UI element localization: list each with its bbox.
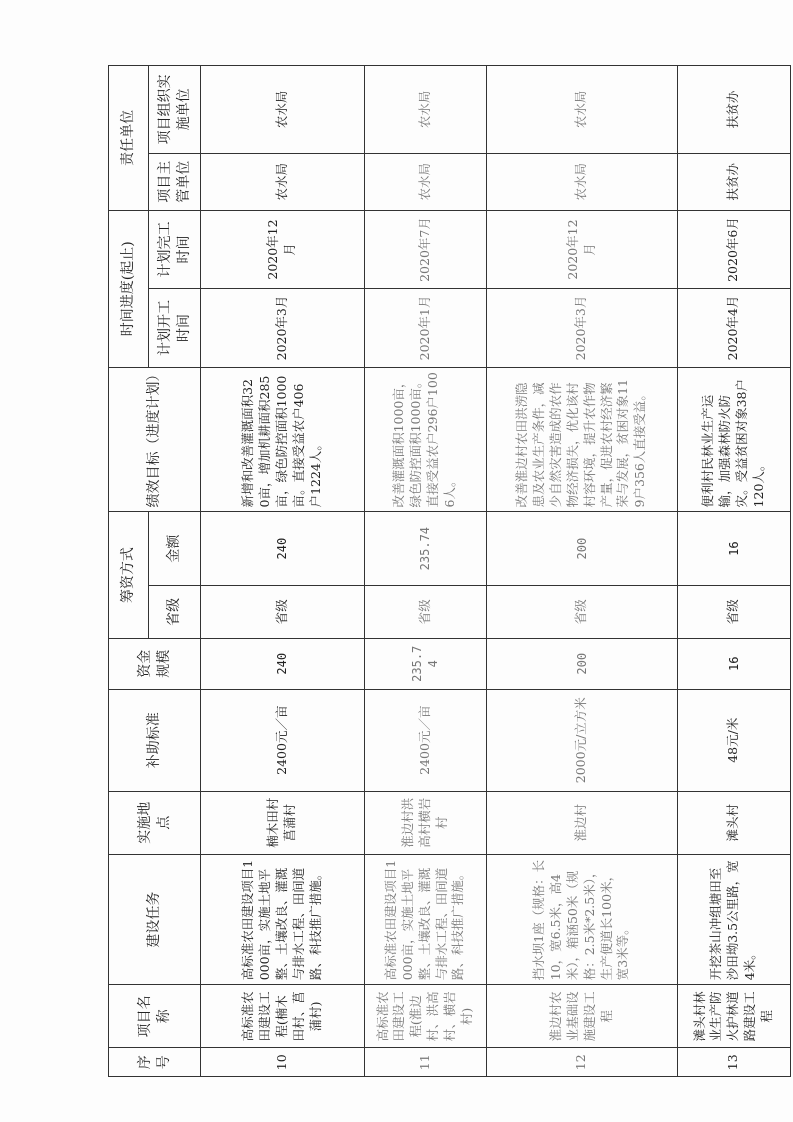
cell-amount: 240 bbox=[201, 512, 365, 585]
header-name: 项目名称 bbox=[109, 985, 201, 1048]
header-location: 实施地点 bbox=[109, 791, 201, 854]
cell-end: 2020年6月 bbox=[677, 210, 790, 288]
header-dept: 项目主管单位 bbox=[149, 153, 201, 210]
cell-level: 省级 bbox=[677, 585, 790, 638]
cell-amount: 200 bbox=[486, 512, 677, 585]
cell-org: 农水局 bbox=[201, 66, 365, 154]
cell-subsidy-standard: 2000元/立方米 bbox=[486, 689, 677, 791]
cell-level: 省级 bbox=[364, 585, 486, 638]
cell-level: 省级 bbox=[486, 585, 677, 638]
cell-start: 2020年3月 bbox=[201, 289, 365, 367]
cell-dept: 农水局 bbox=[486, 153, 677, 210]
cell-subsidy-standard: 2400元／亩 bbox=[201, 689, 365, 791]
header-end: 计划完工时间 bbox=[149, 210, 201, 288]
cell-amount: 235.74 bbox=[364, 512, 486, 585]
cell-subsidy-standard: 48元/米 bbox=[677, 689, 790, 791]
cell-level: 省级 bbox=[201, 585, 365, 638]
cell-scale: 16 bbox=[677, 638, 790, 689]
header-subsidy-standard: 补助标准 bbox=[109, 689, 201, 791]
cell-org: 农水局 bbox=[486, 66, 677, 154]
cell-start: 2020年3月 bbox=[486, 289, 677, 367]
cell-goal: 改善淮边村农田洪涝隐患及农业生产条件，减少自然灾害造成的农作物经济损失，优化该村村容环境，提升农作物产量，促进农村经济繁荣与发展，贫困对象119户356人直接受益。 bbox=[486, 367, 677, 512]
table-row bbox=[364, 66, 486, 1077]
cell-amount: 16 bbox=[677, 512, 790, 585]
cell-seq: 10 bbox=[201, 1048, 365, 1077]
cell-seq: 11 bbox=[364, 1048, 486, 1077]
rotated-table-wrapper bbox=[108, 65, 791, 1077]
cell-goal: 新增和改善灌溉面积320亩，增加机耕面积285亩，绿色防控面积1000亩。直接受益农户406户1224人。 bbox=[201, 367, 365, 512]
cell-goal: 改善灌溉面积1000亩，绿色防控面积1000亩。直接受益农户296户1006人。 bbox=[364, 367, 486, 512]
header-goal: 绩效目标（进度计划） bbox=[109, 367, 201, 512]
cell-task: 开挖茶山冲组塘田至沙田坳3.5公里路，宽4米。 bbox=[677, 854, 790, 984]
cell-task: 高标准农田建设项目1000亩，实施土地平整、土壤改良、灌溉与排水工程、田间道路、科技推广措施。 bbox=[201, 854, 365, 984]
header-start: 计划开工时间 bbox=[149, 289, 201, 367]
cell-location: 淮边村 bbox=[486, 791, 677, 854]
cell-location: 淮边村洪高村横岩村 bbox=[364, 791, 486, 854]
header-level: 省级 bbox=[149, 585, 201, 638]
cell-seq: 13 bbox=[677, 1048, 790, 1077]
cell-end: 2020年7月 bbox=[364, 210, 486, 288]
cell-start: 2020年1月 bbox=[364, 289, 486, 367]
cell-subsidy-standard: 2400元／亩 bbox=[364, 689, 486, 791]
cell-org: 农水局 bbox=[364, 66, 486, 154]
header-funding: 筹资方式 bbox=[109, 512, 149, 638]
header-task: 建设任务 bbox=[109, 854, 201, 984]
header-seq: 序号 bbox=[109, 1048, 201, 1077]
project-table bbox=[108, 65, 791, 1077]
cell-location: 楠木田村菖蒲村 bbox=[201, 791, 365, 854]
header-org: 项目组织实施单位 bbox=[149, 66, 201, 154]
cell-seq: 12 bbox=[486, 1048, 677, 1077]
cell-dept: 扶贫办 bbox=[677, 153, 790, 210]
cell-dept: 农水局 bbox=[364, 153, 486, 210]
cell-location: 滩头村 bbox=[677, 791, 790, 854]
cell-dept: 农水局 bbox=[201, 153, 365, 210]
cell-end: 2020年12月 bbox=[486, 210, 677, 288]
table-row bbox=[201, 66, 365, 1077]
cell-name: 高标准农田建设工程(楠木田村、菖蒲村) bbox=[201, 985, 365, 1048]
cell-start: 2020年4月 bbox=[677, 289, 790, 367]
header-amount: 金额 bbox=[149, 512, 201, 585]
table-row bbox=[677, 66, 790, 1077]
header-scale: 资金 规模 bbox=[109, 638, 201, 689]
cell-task: 挡水坝1座（规格：长10，宽6.5米，高4米），箱涵50米（规格：2.5米*2.5米），生产便道长100米，宽3米等。 bbox=[486, 854, 677, 984]
cell-scale: 235.74 bbox=[364, 638, 486, 689]
table-row bbox=[486, 66, 677, 1077]
cell-name: 高标准农田建设工程(淮边村、洪高村、横岩村) bbox=[364, 985, 486, 1048]
cell-name: 淮边村农业基础设施建设工程 bbox=[486, 985, 677, 1048]
cell-end: 2020年12月 bbox=[201, 210, 365, 288]
cell-goal: 便利村民林业生产运输，加强森林防火防灾。受益贫困对象38户120人。 bbox=[677, 367, 790, 512]
header-schedule: 时间进度(起止) bbox=[109, 210, 149, 367]
cell-task: 高标准农田建设项目1000亩，实施土地平整、土壤改良、灌溉与排水工程、田间道路、科技推广措施。 bbox=[364, 854, 486, 984]
cell-scale: 240 bbox=[201, 638, 365, 689]
cell-name: 滩头村林业生产防火护林道路建设工程 bbox=[677, 985, 790, 1048]
cell-scale: 200 bbox=[486, 638, 677, 689]
header-responsible: 责任单位 bbox=[109, 66, 149, 211]
cell-org: 扶贫办 bbox=[677, 66, 790, 154]
